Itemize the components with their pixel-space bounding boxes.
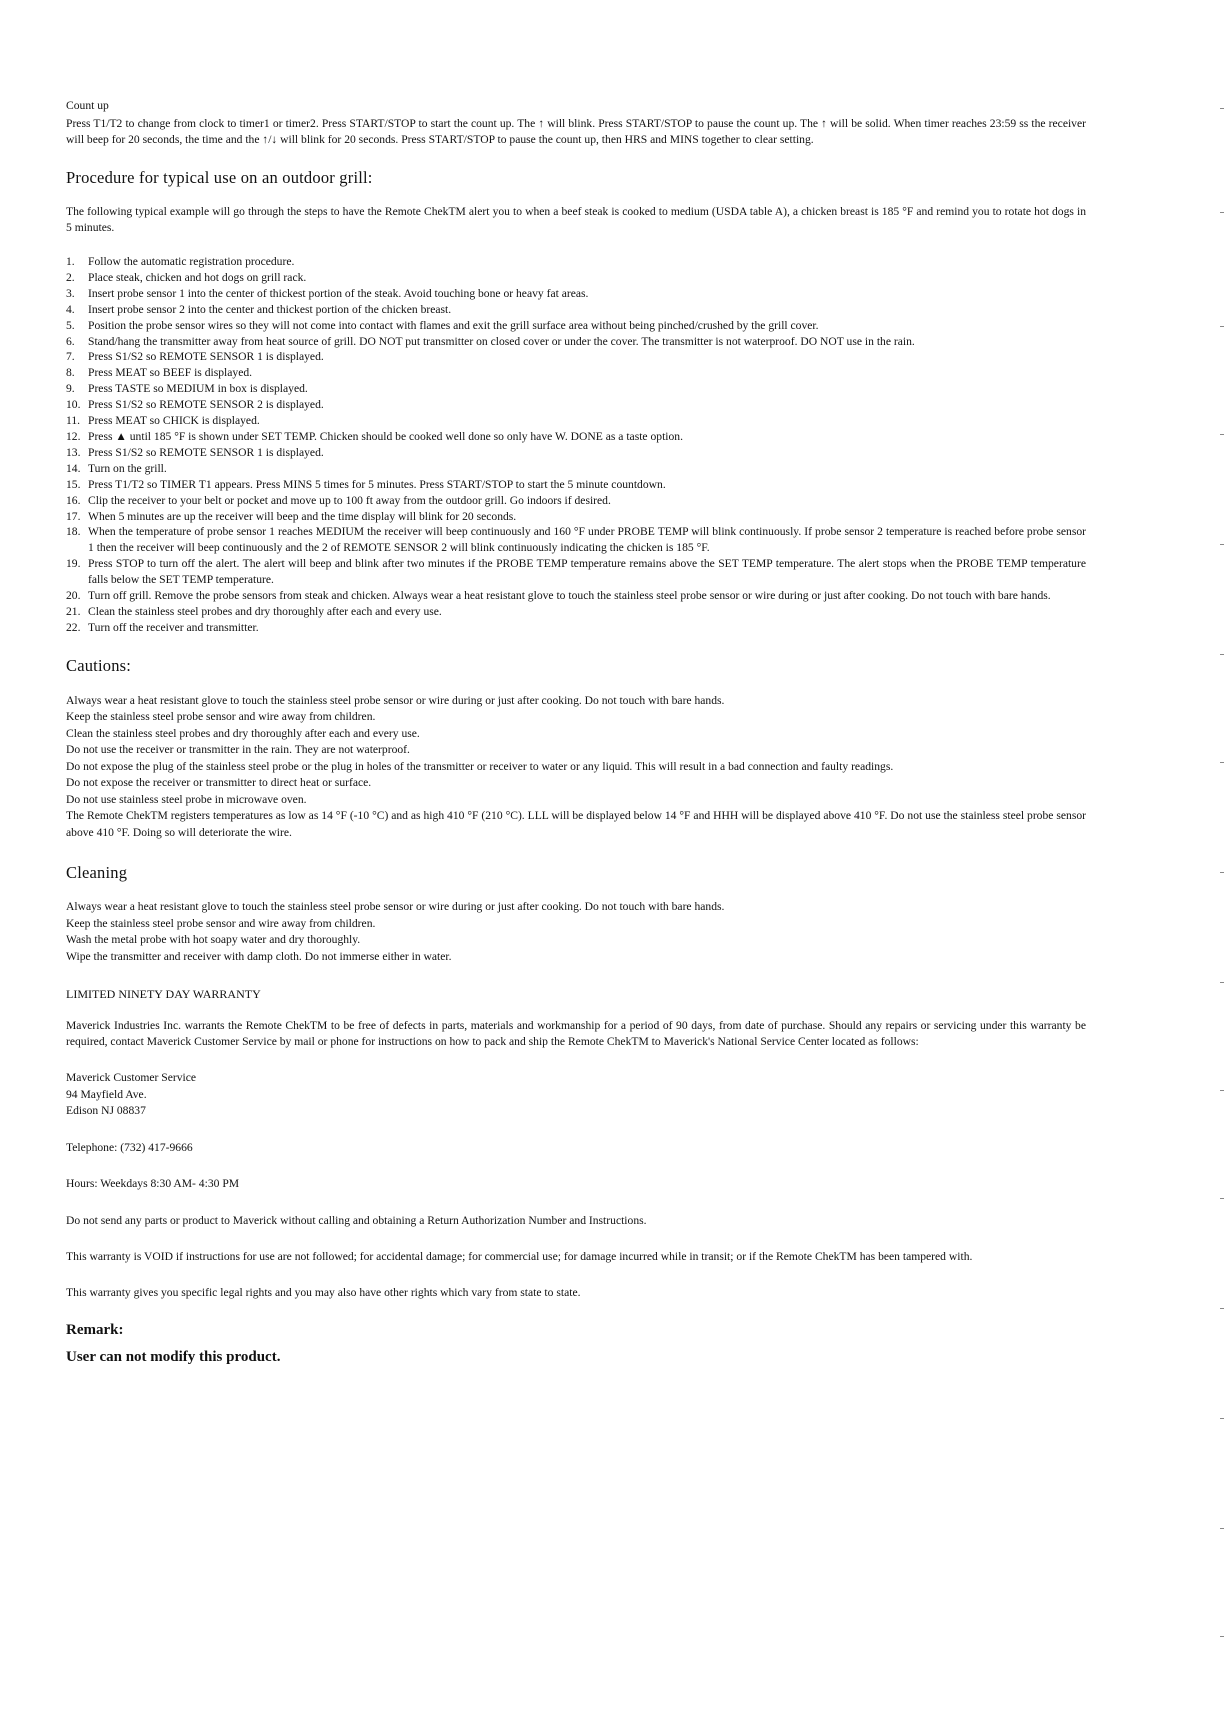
step-text: Turn off the receiver and transmitter. [88,620,259,634]
step-number: 7. [66,350,75,364]
list-item [66,254,1086,270]
cleaning-line: Keep the stainless steel probe sensor and wire away from children. [66,916,376,930]
address-line: 94 Mayfield Ave. [66,1087,147,1101]
step-number: 18. [66,525,81,539]
margin-tick [1220,212,1224,213]
step-number: 21. [66,604,81,618]
no-send-notice: Do not send any parts or product to Maverick without calling and obtaining a Return Authorization Number and Instructions. [66,1213,647,1227]
list-item [66,270,1086,286]
step-number: 20. [66,589,81,603]
list-item [66,524,1086,556]
margin-tick [1220,326,1224,327]
cautions-block [66,693,1086,842]
list-item [66,620,1086,636]
list-item [66,286,1086,302]
list-item [66,556,1086,588]
step-number: 2. [66,270,75,284]
count-up-heading: Count up [66,99,109,112]
list-item [66,334,1086,350]
step-text: Clean the stainless steel probes and dry thoroughly after each and every use. [88,604,442,618]
margin-tick [1220,1090,1224,1091]
business-hours: Hours: Weekdays 8:30 AM- 4:30 PM [66,1177,240,1191]
margin-tick [1220,762,1224,763]
cautions-heading: Cautions: [66,655,132,675]
step-text: When 5 minutes are up the receiver will beep and the time display will blink for 20 seconds. [88,509,517,523]
margin-tick [1220,1198,1224,1199]
list-item [66,349,1086,365]
remark-label: Remark: [66,1321,124,1338]
step-text: Press TASTE so MEDIUM in box is displayed. [88,382,308,396]
cleaning-line: Always wear a heat resistant glove to touch the stainless steel probe sensor or wire during or just after cooking. Do not touch with bare hands. [66,900,725,914]
address-line: Maverick Customer Service [66,1071,197,1085]
procedure-heading: Procedure for typical use on an outdoor grill: [66,168,373,187]
warranty-body: Maverick Industries Inc. warrants the Remote ChekTM to be free of defects in parts, materials and workmanship for a period of 90 days, from date of purchase. Should any repairs or servicing under this warranty be required, contact Maverick Customer Service by mail or phone for instructions on how to pack and ship the Remote ChekTM to Maverick's National Service Center located as follows: [66,1019,1086,1049]
list-item [66,509,1086,525]
step-number: 17. [66,509,81,523]
list-item [66,493,1086,509]
step-text: Press ▲ until 185 °F is shown under SET TEMP. Chicken should be cooked well done so only have W. DONE as a taste option. [88,429,684,443]
step-number: 11. [66,414,81,428]
cleaning-line: Wipe the transmitter and receiver with damp cloth. Do not immerse either in water. [66,949,452,963]
step-text: Press MEAT so BEEF is displayed. [88,366,253,380]
step-text: Turn off grill. Remove the probe sensors from steak and chicken. Always wear a heat resistant glove to touch the stainless steel probe sensor or wire during or just after cooking. Do not touch with bare hands. [88,589,1051,603]
step-text: Clip the receiver to your belt or pocket and move up to 100 ft away from the outdoor grill. Go indoors if desired. [88,493,611,507]
list-item [66,318,1086,334]
warranty-heading: LIMITED NINETY DAY WARRANTY [66,987,261,1002]
margin-tick [1220,1308,1224,1309]
margin-tick [1220,654,1224,655]
step-number: 12. [66,429,81,443]
step-number: 10. [66,398,81,412]
list-item [66,461,1086,477]
step-text: Follow the automatic registration procedure. [88,255,295,268]
step-text: Press T1/T2 so TIMER T1 appears. Press MINS 5 times for 5 minutes. Press START/STOP to start the 5 minute countdown. [88,477,666,491]
step-number: 6. [66,334,75,348]
list-item [66,588,1086,604]
list-item [66,604,1086,620]
step-text: Insert probe sensor 1 into the center of thickest portion of the steak. Avoid touching bone or heavy fat areas. [88,286,589,300]
service-address [66,1070,1086,1120]
step-text: Insert probe sensor 2 into the center and thickest portion of the chicken breast. [88,302,452,316]
step-text: Press S1/S2 so REMOTE SENSOR 1 is displayed. [88,350,324,364]
caution-line: The Remote ChekTM registers temperatures as low as 14 °F (-10 °C) and as high 410 °F (210 °C). LLL will be displayed below 14 °F and HHH will be displayed above 410 °F. Do not use the stainless steel probe sensor above 410 °F. Doing so will deteriorate the wire. [66,809,1086,839]
step-text: Turn on the grill. [88,461,167,475]
caution-line: Do not expose the plug of the stainless steel probe or the plug in holes of the transmitter or receiver to water or any liquid. This will result in a bad connection and faulty readings. [66,759,894,773]
margin-tick [1220,1528,1224,1529]
list-item [66,397,1086,413]
margin-tick [1220,544,1224,545]
step-text: Press S1/S2 so REMOTE SENSOR 1 is displayed. [88,445,324,459]
list-item [66,445,1086,461]
legal-rights-notice: This warranty gives you specific legal rights and you may also have other rights which vary from state to state. [66,1286,581,1300]
void-notice: This warranty is VOID if instructions for use are not followed; for accidental damage; for commercial use; for damage incurred while in transit; or if the Remote ChekTM has been tampered with. [66,1250,973,1264]
cleaning-line: Wash the metal probe with hot soapy water and dry thoroughly. [66,933,361,947]
step-number: 1. [66,255,75,268]
step-text: Stand/hang the transmitter away from heat source of grill. DO NOT put transmitter on closed cover or under the cover. The transmitter is not waterproof. DO NOT use in the rain. [88,334,915,348]
step-number: 3. [66,286,75,300]
step-text: Place steak, chicken and hot dogs on grill rack. [88,270,307,284]
caution-line: Do not expose the receiver or transmitter to direct heat or surface. [66,776,372,790]
count-up-body: Press T1/T2 to change from clock to timer1 or timer2. Press START/STOP to start the count up. The ↑ will blink. Press START/STOP to pause the count up. The ↑ will be solid. When timer reaches 23:59 ss the receiver will beep for 20 seconds, the time and the ↑/↓ will blink for 20 seconds. Press START/STOP to pause the count up, then HRS and MINS together to clear setting. [66,117,1086,146]
margin-tick [1220,982,1224,983]
remark-text: User can not modify this product. [66,1348,281,1365]
telephone: Telephone: (732) 417-9666 [66,1140,193,1154]
list-item [66,413,1086,429]
document-page [66,98,1086,1366]
step-number: 16. [66,493,81,507]
step-number: 9. [66,382,75,396]
margin-tick [1220,872,1224,873]
scan-margin-marks [1214,0,1224,1725]
step-number: 4. [66,302,75,316]
margin-tick [1220,108,1224,109]
procedure-steps-list [66,254,1086,636]
list-item [66,477,1086,493]
step-number: 22. [66,620,81,634]
step-text: Press MEAT so CHICK is displayed. [88,414,260,428]
step-number: 8. [66,366,75,380]
address-line: Edison NJ 08837 [66,1104,146,1118]
step-text: Position the probe sensor wires so they will not come into contact with flames and exit the grill surface area without being pinched/crushed by the grill cover. [88,318,819,332]
step-number: 19. [66,557,81,571]
caution-line: Keep the stainless steel probe sensor and wire away from children. [66,710,376,724]
caution-line: Do not use stainless steel probe in microwave oven. [66,792,307,806]
cleaning-heading: Cleaning [66,863,128,883]
step-text: When the temperature of probe sensor 1 reaches MEDIUM the receiver will beep continuously and 160 °F under PROBE TEMP will blink continuously. If probe sensor 2 temperature is reached before probe sensor 1 then the receiver will beep continuously and the 2 of REMOTE SENSOR 2 will blink continuously indicating the chicken is 185 °F. [88,525,1086,555]
procedure-intro: The following typical example will go through the steps to have the Remote ChekTM alert you to when a beef steak is cooked to medium (USDA table A), a chicken breast is 185 °F and remind you to rotate hot dogs in 5 minutes. [66,205,1086,234]
margin-tick [1220,1418,1224,1419]
margin-tick [1220,434,1224,435]
caution-line: Always wear a heat resistant glove to touch the stainless steel probe sensor or wire during or just after cooking. Do not touch with bare hands. [66,693,725,707]
list-item [66,365,1086,381]
step-number: 14. [66,461,81,475]
cleaning-block [66,899,1086,965]
list-item [66,429,1086,445]
step-text: Press STOP to turn off the alert. The alert will beep and blink after two minutes if the PROBE TEMP temperature remains above the SET TEMP temperature. The alert stops when the PROBE TEMP temperature falls below the SET TEMP temperature. [88,557,1086,587]
step-number: 13. [66,445,81,459]
caution-line: Clean the stainless steel probes and dry thoroughly after each and every use. [66,726,420,740]
step-text: Press S1/S2 so REMOTE SENSOR 2 is displayed. [88,398,324,412]
list-item [66,381,1086,397]
step-number: 5. [66,318,75,332]
list-item [66,302,1086,318]
step-number: 15. [66,477,81,491]
margin-tick [1220,1636,1224,1637]
caution-line: Do not use the receiver or transmitter in the rain. They are not waterproof. [66,743,410,757]
